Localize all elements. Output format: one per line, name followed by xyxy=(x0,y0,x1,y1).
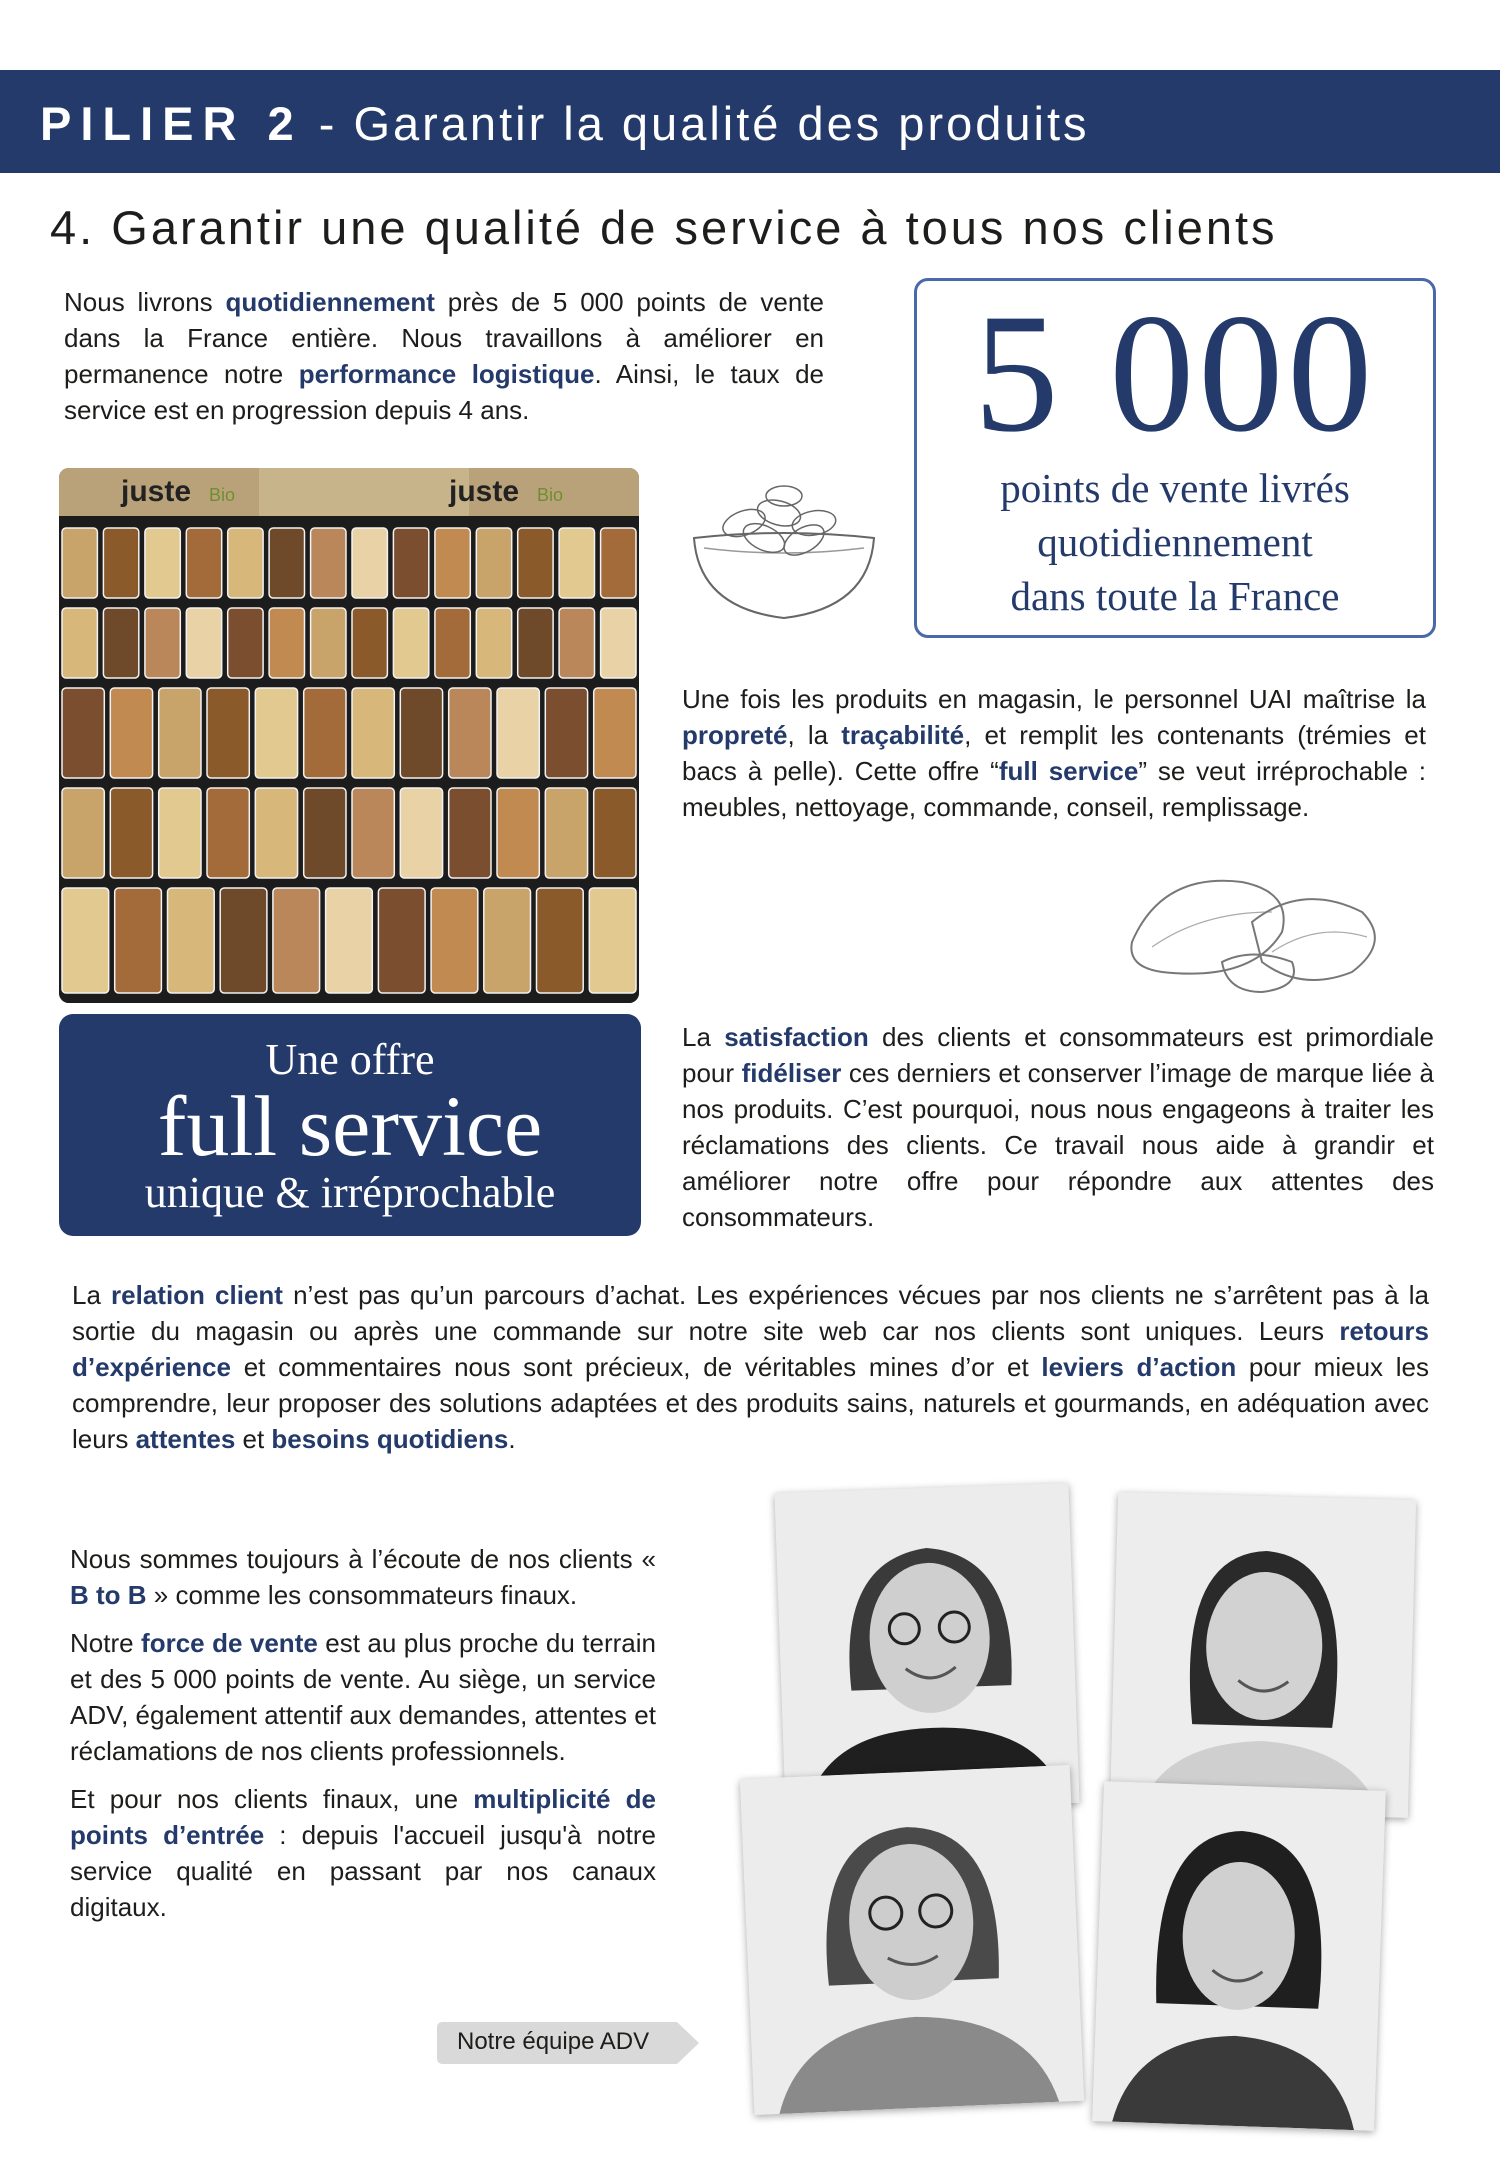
shop-bulk-dispensers-photo xyxy=(59,468,639,1003)
dispenser xyxy=(545,688,587,778)
nut-bowl-sketch xyxy=(684,478,884,628)
brand-suffix-left: Bio xyxy=(209,485,236,505)
dispenser xyxy=(62,608,97,678)
stat-line: points de vente livrés xyxy=(1000,465,1350,511)
dispenser xyxy=(159,688,201,778)
keyword: B to B xyxy=(70,1580,147,1610)
keyword: multiplicité de points d’entrée xyxy=(70,1784,657,1850)
dispenser xyxy=(594,688,636,778)
stat-caption xyxy=(917,461,1433,623)
dispenser xyxy=(449,688,491,778)
dispenser xyxy=(145,608,180,678)
text-run: pour mieux les comprendre, leur proposer des solutions adaptées et des produits sains, naturels et gourmands, en adéquation avec leurs xyxy=(72,1352,1429,1454)
dispenser xyxy=(601,528,636,598)
dispenser xyxy=(311,528,346,598)
dispenser xyxy=(518,608,553,678)
almond-icon xyxy=(1122,852,1392,1002)
dispenser xyxy=(110,688,152,778)
bowl-icon xyxy=(684,478,884,628)
store-staff-paragraph xyxy=(682,681,1426,825)
dispenser xyxy=(352,608,387,678)
dispenser xyxy=(594,788,636,878)
text-run: Et pour nos clients finaux, une xyxy=(70,1784,474,1814)
text-run: : depuis l'accueil jusqu'à notre service qualité en passant par nos canaux digitaux. xyxy=(70,1820,656,1922)
text-run: ces derniers et conserver l’image de marque liée à nos produits. C’est pourquoi, nous nous engageons à traiter les réclamations des clients. Ce travail nous aide à grandir et améliorer notre offre pour répondre aux attentes des consommateurs. xyxy=(682,1058,1435,1232)
listening-column xyxy=(70,1541,656,1925)
text-run: et commentaires nous sont précieux, de véritables mines d’or et xyxy=(230,1352,1042,1382)
dispenser xyxy=(103,608,138,678)
dispenser xyxy=(476,608,511,678)
dispenser xyxy=(400,788,442,878)
dispenser xyxy=(431,888,478,993)
offer-line-2: full service xyxy=(157,1078,543,1174)
team-caption: Notre équipe ADV xyxy=(457,2028,650,2055)
brand-sign-left: juste xyxy=(121,475,192,508)
dispenser xyxy=(115,888,162,993)
keyword: performance logistique xyxy=(298,359,595,389)
dispenser xyxy=(159,788,201,878)
dispenser xyxy=(449,788,491,878)
text-run: et xyxy=(235,1424,272,1454)
pillar-label: PILIER 2 xyxy=(40,97,303,150)
dispenser xyxy=(537,888,584,993)
text-run: . Ainsi, le taux de service est en progression depuis 4 ans. xyxy=(64,359,825,425)
dispenser xyxy=(304,688,346,778)
keyword: quotidiennement xyxy=(225,287,435,317)
team-portrait-3 xyxy=(740,1765,1084,2115)
dispenser xyxy=(207,788,249,878)
dispenser xyxy=(393,528,428,598)
dispenser xyxy=(497,688,539,778)
listening-paragraph-3 xyxy=(70,1781,656,1925)
dispenser xyxy=(110,788,152,878)
text-run: La xyxy=(72,1280,112,1310)
dispenser xyxy=(255,788,297,878)
header-banner xyxy=(0,70,1500,173)
dispenser xyxy=(269,528,304,598)
text-run: est au plus proche du terrain et des 5 000 points de vente. Au siège, un service ADV, également attentif aux demandes, attentes et réclamations de nos clients professionnels. xyxy=(70,1628,656,1766)
listening-paragraph-1 xyxy=(70,1541,656,1613)
dispenser xyxy=(62,688,104,778)
offer-line-1: Une offre xyxy=(265,1035,435,1084)
text-run: , et remplit les contenants (trémies et bacs à pelle). Cette offre “ xyxy=(682,720,1426,786)
dispenser xyxy=(518,528,553,598)
text-run: Nous sommes toujours à l’écoute de nos clients « xyxy=(70,1544,656,1574)
keyword: traçabilité xyxy=(841,720,965,750)
text-run: . xyxy=(508,1424,516,1454)
offer-line-3: unique & irréprochable xyxy=(144,1168,556,1217)
keyword: besoins quotidiens xyxy=(271,1424,509,1454)
dispenser xyxy=(62,888,109,993)
intro-paragraph xyxy=(64,284,824,428)
dispenser xyxy=(168,888,215,993)
brand-suffix-right: Bio xyxy=(537,485,564,505)
offer-box xyxy=(59,1014,641,1236)
relation-paragraph xyxy=(72,1277,1429,1457)
brand-sign-right: juste xyxy=(449,475,520,508)
text-run: des clients et consommateurs est primordiale pour xyxy=(682,1022,1434,1088)
dispenser xyxy=(145,528,180,598)
dispenser xyxy=(435,528,470,598)
text-run: Une fois les produits en magasin, le personnel UAI maîtrise la xyxy=(682,684,1426,714)
almonds-sketch xyxy=(1122,852,1392,1002)
dispenser xyxy=(326,888,373,993)
dispenser xyxy=(186,608,221,678)
listening-paragraph-2 xyxy=(70,1625,656,1769)
dispenser xyxy=(352,528,387,598)
dispenser xyxy=(352,688,394,778)
stat-line: quotidiennement xyxy=(1037,519,1313,565)
text-run: La xyxy=(682,1022,725,1052)
keyword: relation client xyxy=(111,1280,283,1310)
dispenser xyxy=(255,688,297,778)
keyword: full service xyxy=(998,756,1139,786)
text-run: n’est pas qu’un parcours d’achat. Les expériences vécues par nos clients ne s’arrêtent pas à la sortie du magasin ou après une commande sur notre site web car nos clients sont uniques. Leurs xyxy=(72,1280,1429,1346)
keyword: propreté xyxy=(682,720,788,750)
section-title: 4. Garantir une qualité de service à tous nos clients xyxy=(50,201,1278,254)
dispenser xyxy=(601,608,636,678)
person-photo-icon xyxy=(775,1483,1080,1813)
text-run: » comme les consommateurs finaux. xyxy=(146,1580,578,1610)
dispenser xyxy=(435,608,470,678)
stat-box xyxy=(914,278,1436,638)
person-photo-icon xyxy=(1092,1781,1386,2131)
dispenser xyxy=(400,688,442,778)
dispenser xyxy=(393,608,428,678)
dispenser xyxy=(62,528,97,598)
shop-photo-illustration xyxy=(59,468,639,1003)
dispenser xyxy=(559,608,594,678)
dispenser xyxy=(378,888,425,993)
dispenser xyxy=(228,608,263,678)
stat-line: dans toute la France xyxy=(1010,573,1340,619)
keyword: satisfaction xyxy=(724,1022,869,1052)
keyword: attentes xyxy=(135,1424,236,1454)
dispenser xyxy=(545,788,587,878)
dispenser xyxy=(273,888,320,993)
dispenser xyxy=(352,788,394,878)
pillar-title: - Garantir la qualité des produits xyxy=(302,97,1090,150)
dispenser xyxy=(228,528,263,598)
dispenser xyxy=(103,528,138,598)
keyword: force de vente xyxy=(141,1628,318,1658)
dispenser xyxy=(186,528,221,598)
dispenser xyxy=(304,788,346,878)
dispenser xyxy=(589,888,636,993)
text-run: , la xyxy=(787,720,842,750)
team-portrait-1 xyxy=(775,1483,1080,1813)
dispenser xyxy=(484,888,531,993)
keyword: retours d’expérience xyxy=(72,1316,1429,1382)
dispenser xyxy=(311,608,346,678)
person-photo-icon xyxy=(740,1765,1084,2115)
text-run: près de 5 000 points de vente dans la France entière. Nous travaillons à améliorer en permanence notre xyxy=(64,287,824,389)
satisfaction-paragraph xyxy=(682,1019,1434,1235)
dispenser xyxy=(497,788,539,878)
team-portrait-4 xyxy=(1092,1781,1386,2131)
person-photo-icon xyxy=(1110,1492,1416,1818)
stat-number: 5 000 xyxy=(973,279,1377,467)
dispenser xyxy=(62,788,104,878)
dispenser xyxy=(269,608,304,678)
team-caption-tag xyxy=(437,2022,699,2064)
dispenser xyxy=(559,528,594,598)
team-portrait-2 xyxy=(1110,1492,1416,1818)
dispenser xyxy=(476,528,511,598)
keyword: fidéliser xyxy=(741,1058,842,1088)
keyword: leviers d’action xyxy=(1041,1352,1237,1382)
header-title xyxy=(40,96,1090,151)
text-run: Notre xyxy=(70,1628,142,1658)
dispenser xyxy=(220,888,267,993)
text-run: Nous livrons xyxy=(64,287,226,317)
text-run: ” se veut irréprochable : meubles, nettoyage, commande, conseil, remplissage. xyxy=(682,756,1427,822)
dispenser xyxy=(207,688,249,778)
